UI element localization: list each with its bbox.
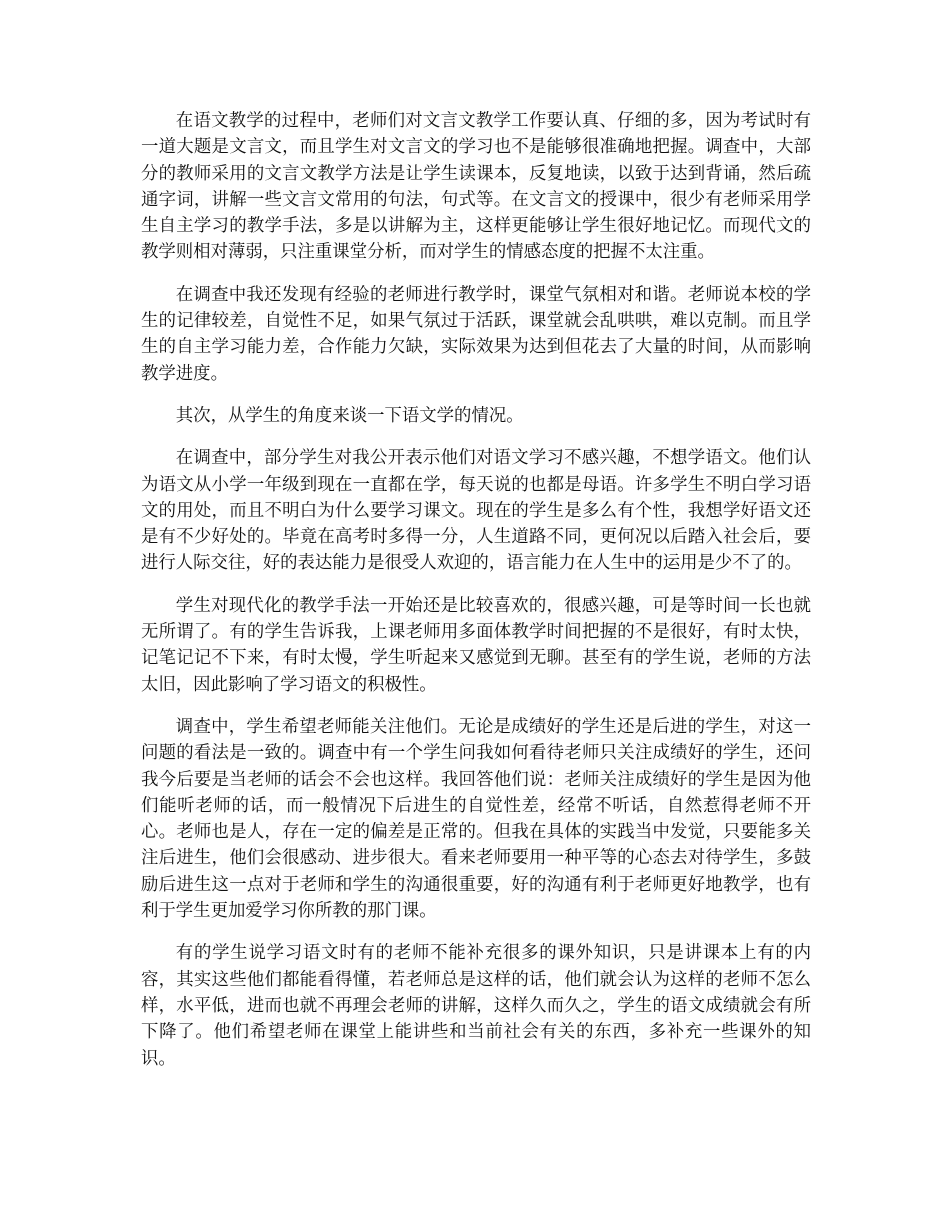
- paragraph-2: 在调查中我还发现有经验的老师进行教学时，课堂气氛相对和谐。老师说本校的学生的记律较差，自觉性不足，如果气氛过于活跃，课堂就会乱哄哄，难以克制。而且学生的自主学习能力差，合作能力欠缺，实际效果为达到但花去了大量的时间，从而影响教学进度。: [141, 284, 811, 384]
- paragraph-1: 在语文教学的过程中，老师们对文言文教学工作要认真、仔细的多，因为考试时有一道大题是文言文，而且学生对文言文的学习也不是能够很准确地把握。调查中，大部分的教师采用的文言文教学方法是让学生读课本，反复地读，以致于达到背诵，然后疏通字词，讲解一些文言文常用的句法，句式等。在文言文的授课中，很少有老师采用学生自主学习的教学手法，多是以讲解为主，这样更能够让学生很好地记忆。而现代文的教学则相对薄弱，只注重课堂分析，而对学生的情感态度的把握不太注重。: [141, 111, 811, 263]
- paragraph-6: 调查中，学生希望老师能关注他们。无论是成绩好的学生还是后进的学生，对这一问题的看法是一致的。调查中有一个学生问我如何看待老师只关注成绩好的学生，还问我今后要是当老师的话会不会也这样。我回答他们说：老师关注成绩好的学生是因为他们能听老师的话，而一般情况下后进生的自觉性差，经常不听话，自然惹得老师不开心。老师也是人，存在一定的偏差是正常的。但我在具体的实践当中发觉，只要能多关注后进生，他们会很感动、进步很大。看来老师要用一种平等的心态去对待学生，多鼓励后进生这一点对于老师和学生的沟通很重要，好的沟通有利于老师更好地教学，也有利于学生更加爱学习你所教的那门课。: [141, 716, 811, 922]
- paragraph-3: 其次，从学生的角度来谈一下语文学的情况。: [175, 405, 524, 426]
- paragraph-4: 在调查中，部分学生对我公开表示他们对语文学习不感兴趣，不想学语文。他们认为语文从小学一年级到现在一直都在学，每天说的也都是母语。许多学生不明白学习语文的用处，而且不明白为什么要学习课文。现在的学生是多么有个性，我想学好语文还是有不少好处的。毕竟在高考时多得一分，人生道路不同，更何况以后踏入社会后，要进行人际交往，好的表达能力是很受人欢迎的，语言能力在人生中的运用是少不了的。: [141, 448, 811, 574]
- paragraph-7: 有的学生说学习语文时有的老师不能补充很多的课外知识，只是讲课本上有的内容，其实这些他们都能看得懂，若老师总是这样的话，他们就会认为这样的老师不怎么样，水平低，进而也就不再理会老师的讲解，这样久而久之，学生的语文成绩就会有所下降了。他们希望老师在课堂上能讲些和当前社会有关的东西，多补充一些课外的知识。: [141, 943, 811, 1069]
- document-body: [141, 108, 811, 1088]
- paragraph-5: 学生对现代化的教学手法一开始还是比较喜欢的，很感兴趣，可是等时间一长也就无所谓了。有的学生告诉我，上课老师用多面体教学时间把握的不是很好，有时太快，记笔记记不下来，有时太慢，学生听起来又感觉到无聊。甚至有的学生说，老师的方法太旧，因此影响了学习语文的积极性。: [141, 595, 811, 695]
